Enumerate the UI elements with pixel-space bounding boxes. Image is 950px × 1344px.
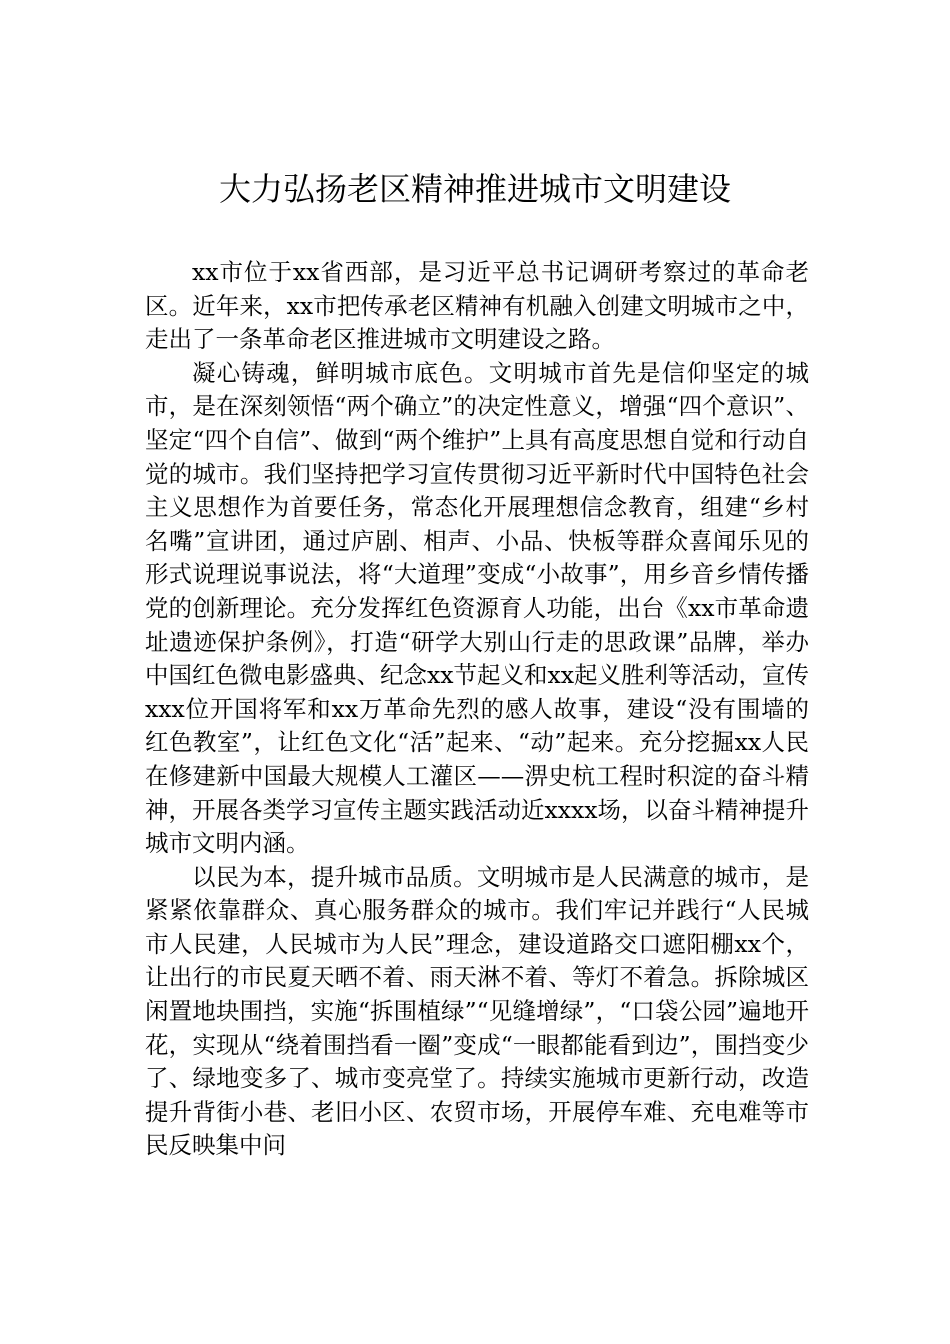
document-title: 大力弘扬老区精神推进城市文明建设 xyxy=(218,170,731,208)
paragraph-soul: 凝心铸魂，鲜明城市底色。文明城市首先是信仰坚定的城市，是在深刻领悟“两个确立”的决定性意义，增强“四个意识”、坚定“四个自信”、做到“两个维护”上具有高度思想自觉和行动自觉的城市。我们坚持把学习宣传贯彻习近平新时代中国特色社会主义思想作为首要任务，常态化开展理想信念教育，组建“乡村名嘴”宣讲团，通过庐剧、相声、小品、快板等群众喜闻乐见的形式说理说事说法，将“大道理”变成“小故事”，用乡音乡情传播党的创新理论。充分发挥红色资源育人功能，出台《xx市革命遗址遗迹保护条例》，打造“研学大别山行走的思政课”品牌，举办中国红色微电影盛典、纪念xx节起义和xx起义胜利等活动，宣传xxx位开国将军和xx万革命先烈的感人故事，建设“没有围墙的红色教室”，让红色文化“活”起来、“动”起来。充分挖掘xx人民在修建新中国最大规模人工灌区——淠史杭工程时积淀的奋斗精神，开展各类学习宣传主题实践活动近xxxx场，以奋斗精神提升城市文明内涵。 xyxy=(145,358,810,858)
paragraph-people: 以民为本，提升城市品质。文明城市是人民满意的城市，是紧紧依靠群众、真心服务群众的城市。我们牢记并践行“人民城市人民建，人民城市为人民”理念，建设道路交口遮阳棚xx个，让出行的市民夏天晒不着、雨天淋不着、等灯不着急。拆除城区闲置地块围挡，实施“拆围植绿”“见缝增绿”，“口袋公园”遍地开花，实现从“绕着围挡看一圈”变成“一眼都能看到边”，围挡变少了、绿地变多了、城市变亮堂了。持续实施城市更新行动，改造提升背街小巷、老旧小区、农贸市场，开展停车难、充电难等市民反映集中问 xyxy=(145,862,809,1160)
paragraph-intro: xx市位于xx省西部，是习近平总书记调研考察过的革命老区。近年来，xx市把传承老区精神有机融入创建文明城市之中，走出了一条革命老区推进城市文明建设之路。 xyxy=(145,258,809,354)
document-body xyxy=(145,256,809,1163)
